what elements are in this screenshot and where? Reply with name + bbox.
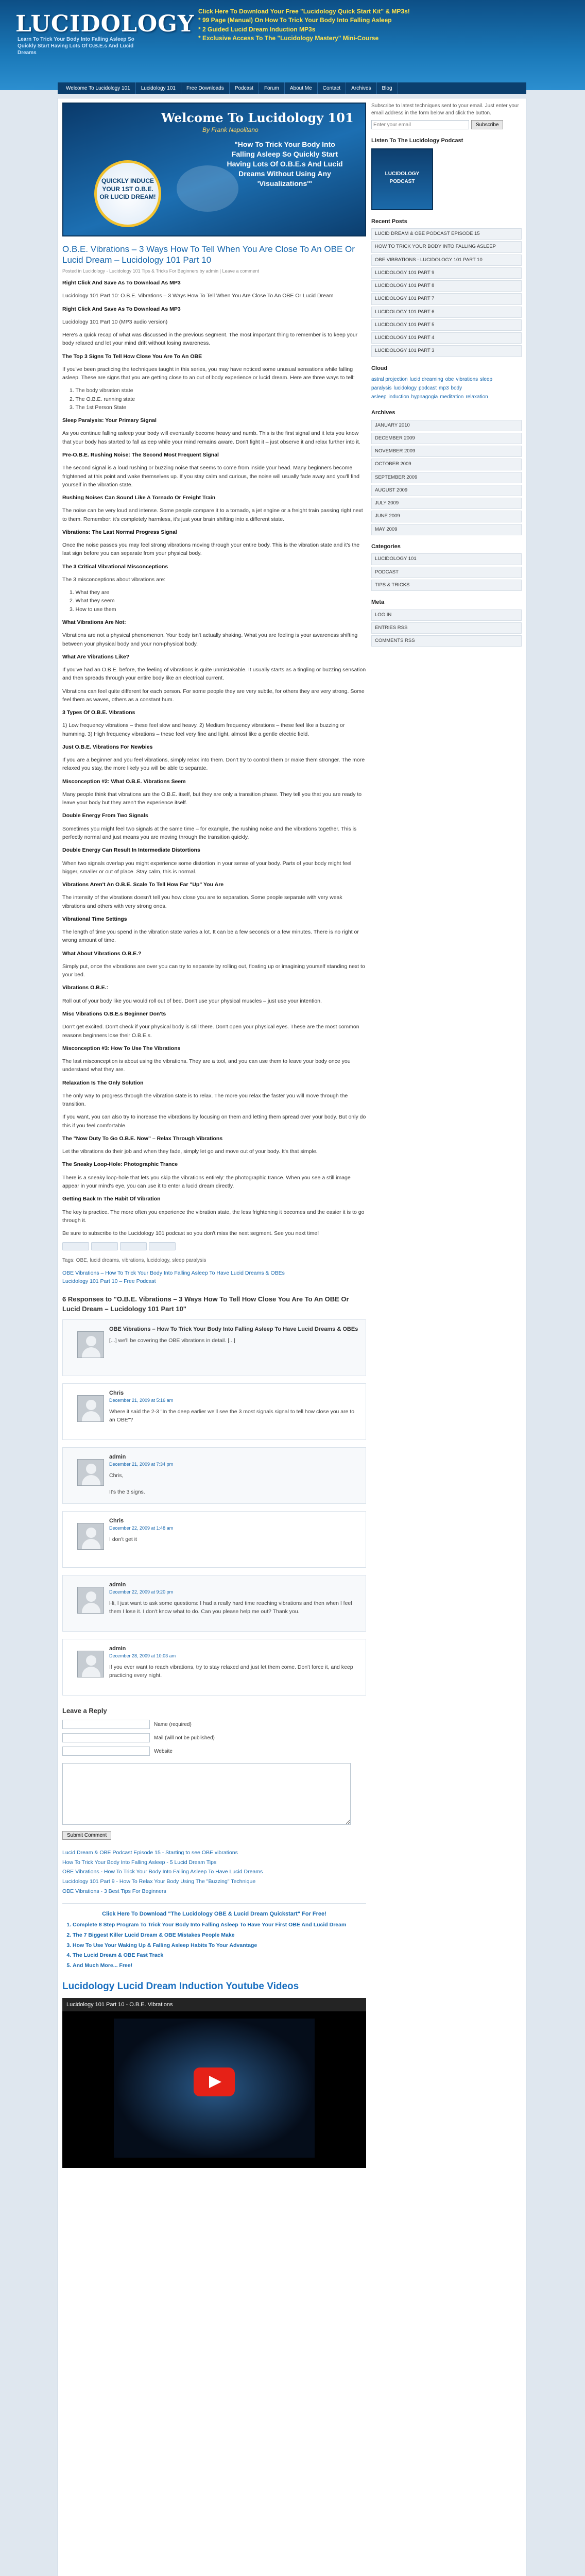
archive-link[interactable]: NOVEMBER 2009 (371, 446, 522, 457)
comment-author[interactable]: OBE Vibrations – How To Trick Your Body Into Falling Asleep To Have Lucid Dreams & OBEs (109, 1326, 358, 1332)
post-paragraph: There is a sneaky loop-hole that lets you skip the vibrations entirely: the photographic trance. When you see a still image appear in your mind's eye, you can use it to enter a lucid dream directly. (62, 1174, 351, 1189)
comment-author[interactable]: admin (109, 1581, 126, 1588)
post-paragraph: 1. What they are 2. What they seem 3. How to use them (70, 589, 116, 613)
post-paragraph: Once the noise passes you may feel strong vibrations moving through your entire body. This is the vibration state and it's the last sign before you can separate from your physical body. (62, 542, 360, 557)
name-field[interactable] (62, 1720, 150, 1729)
nav-item[interactable]: Contact (318, 82, 346, 94)
post-title[interactable]: O.B.E. Vibrations – 3 Ways How To Tell When You Are Close To An OBE Or Lucid Dream – Lucidology 101 Part 10 (62, 244, 355, 265)
comment-author[interactable]: Chris (109, 1517, 124, 1524)
share-button[interactable] (91, 1242, 118, 1250)
banner-byline: By Frank Napolitano (202, 126, 259, 133)
avatar (77, 1587, 104, 1614)
comment (62, 1383, 366, 1440)
comment-author[interactable]: admin (109, 1645, 126, 1652)
comment-text: Hi, I just want to ask some questions: I had a really hard time reaching vibrations and then when I feel them I lose it. I don't know what to do. Can you please help me out? Thank you. (109, 1600, 352, 1615)
post-subheading: Pre-O.B.E. Rushing Noise: The Second Most Frequent Signal (62, 451, 219, 458)
recent-post-link[interactable]: LUCIDOLOGY 101 PART 4 (371, 332, 522, 344)
post-subheading: The "Now Duty To Go O.B.E. Now" – Relax Through Vibrations (62, 1135, 223, 1142)
recent-post-link[interactable]: LUCIDOLOGY 101 PART 5 (371, 319, 522, 331)
podcast-heading: Listen To The Lucidology Podcast (371, 138, 463, 144)
post-subheading: Just O.B.E. Vibrations For Newbies (62, 743, 153, 750)
post-paragraph: Here's a quick recap of what was discussed in the previous segment. The most important thing to remember is to keep your body relaxed and let your mind drift without losing awareness. (62, 332, 358, 347)
post-paragraph: Sometimes you might feel two signals at the same time – for example, the rushing noise and the vibrations together. This is perfectly normal and just means you are moving through the transition quickly. (62, 825, 357, 841)
archive-link[interactable]: DECEMBER 2009 (371, 433, 522, 444)
cta-list-item: 1. Complete 8 Step Program To Trick Your Body Into Falling Asleep To Have Your First OBE And Lucid Dream (73, 1921, 366, 1929)
comment-text: [...] we'll be covering the OBE vibrations in detail. [...] (109, 1337, 235, 1344)
comment (62, 1575, 366, 1632)
archives-list (371, 420, 522, 535)
main-nav (58, 82, 526, 94)
post-subheading: Misconception #3: How To Use The Vibrations (62, 1045, 181, 1052)
avatar (77, 1523, 104, 1550)
tag-link[interactable]: meditation (440, 394, 464, 400)
recent-post-link[interactable]: OBE VIBRATIONS - LUCIDOLOGY 101 PART 10 (371, 255, 522, 266)
cta-list-item: 3. How To Use Your Waking Up & Falling Asleep Habits To Your Advantage (73, 1942, 366, 1950)
tag-link[interactable]: obe (445, 377, 454, 382)
bottom-link[interactable]: How To Trick Your Body Into Falling Asleep - 5 Lucid Dream Tips (62, 1859, 217, 1866)
subscribe-box (371, 103, 522, 129)
recent-post-link[interactable]: LUCIDOLOGY 101 PART 7 (371, 293, 522, 304)
bottom-link[interactable]: OBE Vibrations - How To Trick Your Body Into Falling Asleep To Have Lucid Dreams (62, 1869, 263, 1875)
post-subheading: Relaxation Is The Only Solution (62, 1079, 144, 1086)
comment-date[interactable]: December 22, 2009 at 9:20 pm (109, 1589, 174, 1595)
email-field[interactable] (62, 1733, 150, 1742)
post-paragraph: Lucidology 101 Part 10: O.B.E. Vibrations – 3 Ways How To Tell When You Are Close To An OBE Or Lucid Dream (62, 293, 334, 299)
cta-list (73, 1921, 366, 1970)
promo-line-2[interactable]: * 2 Guided Lucid Dream Induction MP3s (198, 25, 316, 33)
post-paragraph: The length of time you spend in the vibration state varies a lot. It can be a few seconds or a few minutes. There is no right or wrong amount of time. (62, 929, 359, 944)
youtube-player[interactable] (62, 1998, 366, 2168)
archive-link[interactable]: JUNE 2009 (371, 511, 522, 522)
category-link[interactable]: PODCAST (371, 567, 522, 578)
subscribe-button[interactable]: Subscribe (471, 120, 503, 129)
categories-box (371, 543, 522, 591)
post-paragraph: Simply put, once the vibrations are over you can try to separate by rolling out, floating up or imagining yourself standing next to your bed. (62, 963, 365, 978)
recent-posts-box (371, 217, 522, 357)
share-button[interactable] (149, 1242, 176, 1250)
cta-list-item: 2. The 7 Biggest Killer Lucid Dream & OBE Mistakes People Make (73, 1931, 366, 1940)
recent-heading: Recent Posts (371, 218, 407, 225)
related-posts (62, 1269, 366, 1286)
archive-link[interactable]: JULY 2009 (371, 498, 522, 509)
comment (62, 1511, 366, 1568)
post-paragraph: The noise can be very loud and intense. Some people compare it to a tornado, a jet engine or a freight train passing right next to them. Remember: it's completely harmless, it's just your brain shifting into a different state. (62, 507, 363, 522)
share-button[interactable] (120, 1242, 147, 1250)
website-label: Website (154, 1748, 173, 1754)
tag-link[interactable]: sleep paralysis (371, 377, 493, 391)
post-subheading: Misc Vibrations O.B.E.s Beginner Don'ts (62, 1011, 166, 1017)
promo-line-1[interactable]: * 99 Page (Manual) On How To Trick Your Body Into Falling Asleep (198, 16, 392, 24)
recent-post-link[interactable]: LUCID DREAM & OBE PODCAST EPISODE 15 (371, 228, 522, 240)
comment (62, 1447, 366, 1504)
meta-link[interactable]: COMMENTS RSS (371, 635, 522, 647)
post-subheading: Vibrations: The Last Normal Progress Signal (62, 529, 177, 535)
post-paragraph: Don't get excited. Don't check if your physical body is still there. Don't open your physical eyes. These are the most common reasons beginners lose their O.B.E.s. (62, 1024, 359, 1039)
podcast-image[interactable]: LUCIDOLOGY PODCAST (371, 148, 433, 210)
tag-link[interactable]: relaxation (466, 394, 488, 400)
video-section-title: Lucidology Lucid Dream Induction Youtube Videos (62, 1980, 299, 1992)
banner-badge: QUICKLY INDUCE YOUR 1ST O.B.E. OR LUCID DREAM! (94, 160, 161, 227)
post-paragraph: If you've been practicing the techniques taught in this series, you may have noticed some unusual sensations while falling asleep. These are signs that you are getting close to an out of body experience or lucid dream. Here are three ways to tell: (62, 366, 355, 381)
tag-link[interactable]: hypnagogia (411, 394, 438, 400)
recent-post-link[interactable]: LUCIDOLOGY 101 PART 3 (371, 345, 522, 357)
post-paragraph: The last misconception is about using the vibrations. They are a tool, and you can use them to leave your body once you understand what they are. (62, 1058, 351, 1073)
cloud-box (371, 364, 522, 402)
post-subheading: The Top 3 Signs To Tell How Close You Are To An OBE (62, 353, 202, 360)
social-share-bar (62, 1242, 366, 1251)
post-subheading: Right Click And Save As To Download As MP3 (62, 280, 181, 286)
categories-list (371, 553, 522, 591)
tag-link[interactable]: induction (388, 394, 409, 400)
play-icon[interactable] (194, 2067, 235, 2096)
post-paragraph: If you want, you can also try to increase the vibrations by focusing on them and letting them spread over your body. But only do this if you feel comfortable. (62, 1114, 366, 1129)
website-field[interactable] (62, 1747, 150, 1756)
nav-item[interactable]: Welcome To Lucidology 101 (61, 82, 136, 94)
promo-line-3[interactable]: * Exclusive Access To The "Lucidology Mastery" Mini-Course (198, 35, 379, 42)
meta-list (371, 609, 522, 647)
nav-item[interactable]: Blog (377, 82, 398, 94)
nav-item[interactable]: Lucidology 101 (136, 82, 181, 94)
bottom-link[interactable]: Lucid Dream & OBE Podcast Episode 15 - Starting to see OBE vibrations (62, 1849, 238, 1856)
comment-date[interactable]: December 22, 2009 at 1:48 am (109, 1526, 174, 1531)
related-link[interactable]: OBE Vibrations – How To Trick Your Body Into Falling Asleep To Have Lucid Dreams & OBEs (62, 1270, 285, 1277)
post-subheading: What Vibrations Are Not: (62, 619, 126, 625)
nav-item[interactable]: Archives (346, 82, 376, 94)
site-tagline: Learn To Trick Your Body Into Falling Asleep So Quickly Start Having Lots Of O.B.E.s And Lucid Dreams (18, 37, 134, 56)
post-subheading: Right Click And Save As To Download As MP3 (62, 306, 181, 312)
archive-link[interactable]: OCTOBER 2009 (371, 459, 522, 470)
header-promo (198, 7, 569, 41)
banner-title: Welcome To Lucidology 101 (161, 110, 354, 125)
content-wrapper (58, 98, 526, 2576)
category-link[interactable]: LUCIDOLOGY 101 (371, 553, 522, 565)
archives-box (371, 409, 522, 535)
archive-link[interactable]: SEPTEMBER 2009 (371, 472, 522, 483)
reply-heading: Leave a Reply (62, 1706, 107, 1715)
post-subheading: Double Energy From Two Signals (62, 812, 148, 819)
post-subheading: Double Energy Can Result In Intermediate Distortions (62, 847, 200, 854)
post-subheading: What Are Vibrations Like? (62, 653, 130, 660)
post-meta: Posted in Lucidology - Lucidology 101 Tips & Tricks For Beginners by admin | Leave a comment (62, 268, 260, 274)
meta-box (371, 598, 522, 647)
post-paragraph: As you continue falling asleep your body will eventually become heavy and numb. This is the first signal and it lets you know that your body has started to fall asleep while your mind remains aware. Don't fight it – just observe it and relax further into it. (62, 430, 360, 445)
comment-textarea[interactable] (62, 1763, 351, 1825)
cta-list-item: 4. The Lucid Dream & OBE Fast Track (73, 1952, 366, 1960)
tag-link[interactable]: podcast (418, 385, 437, 391)
cta-list-item: 5. And Much More... Free! (73, 1962, 366, 1970)
post-paragraph: 1. The body vibration state 2. The O.B.E. running state 3. The 1st Person State (70, 387, 135, 411)
post-subheading: The Sneaky Loop-Hole: Photographic Trance (62, 1161, 178, 1168)
subscribe-intro: Subscribe to latest techniques sent to your email. Just enter your email address in the form below and click the button. (371, 103, 519, 116)
post-paragraph: Be sure to subscribe to the Lucidology 101 podcast so you don't miss the next segment. See you next time! (62, 1230, 319, 1237)
name-field-row (62, 1720, 366, 1729)
website-field-row (62, 1747, 366, 1756)
post-paragraph: Vibrations can feel quite different for each person. For some people they are very subtle, for others they are very strong. Some feel them as waves, others as a constant hum. (62, 688, 365, 703)
tag-link[interactable]: vibrations (456, 377, 478, 382)
comment-author[interactable]: Chris (109, 1389, 124, 1396)
name-label: Name (required) (154, 1721, 192, 1727)
post-subheading: 3 Types Of O.B.E. Vibrations (62, 709, 135, 716)
post-subheading: The 3 Critical Vibrational Misconceptions (62, 563, 168, 570)
site-logo[interactable]: LUCIDOLOGY (15, 11, 195, 37)
bottom-link[interactable]: Lucidology 101 Part 9 - How To Relax Your Body Using The "Buzzing" Technique (62, 1878, 256, 1885)
post-body (62, 279, 366, 1238)
recent-post-link[interactable]: LUCIDOLOGY 101 PART 6 (371, 307, 522, 318)
post-paragraph: The second signal is a loud rushing or buzzing noise that seems to come from inside your head. Many beginners become frightened at this point and wake themselves up. If you stay calm and curious, the noise will usually fade away and you'll find yourself in the vibration state. (62, 465, 359, 488)
post-paragraph: The 3 misconceptions about vibrations are: (62, 576, 166, 583)
post-subheading: Vibrational Time Settings (62, 916, 127, 922)
subscribe-email-input[interactable] (371, 120, 469, 129)
avatar (77, 1459, 104, 1486)
recent-post-link[interactable]: LUCIDOLOGY 101 PART 9 (371, 267, 522, 279)
comments-heading: 6 Responses to "O.B.E. Vibrations – 3 Ways How To Tell How Close You Are To An OBE Or Lucid Dream – Lucidology 101 Part 10" (62, 1295, 349, 1313)
archive-link[interactable]: JANUARY 2010 (371, 420, 522, 431)
comment-text: If you ever want to reach vibrations, try to stay relaxed and just let them come. Don't force it, and keep practicing every night. (109, 1664, 353, 1679)
meta-heading: Meta (371, 599, 385, 605)
nav-item[interactable]: Forum (259, 82, 285, 94)
recent-post-link[interactable]: HOW TO TRICK YOUR BODY INTO FALLING ASLEEP (371, 241, 522, 252)
promo-line-0[interactable]: Click Here To Download Your Free "Lucidology Quick Start Kit" & MP3s! (198, 8, 410, 15)
post-subheading: Getting Back In The Habit Of Vibration (62, 1196, 161, 1202)
post-paragraph: Roll out of your body like you would roll out of bed. Don't use your physical muscles – just use your intention. (62, 997, 322, 1004)
cloud-graphic (177, 165, 238, 212)
nav-item[interactable]: About Me (285, 82, 318, 94)
post-paragraph: Many people think that vibrations are the O.B.E. itself, but they are only a transition phase. They tell you that you are ready to leave your body but they aren't the experience itself. (62, 791, 362, 806)
avatar (77, 1651, 104, 1677)
site-header (0, 0, 585, 90)
categories-heading: Categories (371, 543, 401, 550)
tag-link[interactable]: mp3 (438, 385, 449, 391)
archives-heading: Archives (371, 410, 395, 416)
comment (62, 1639, 366, 1696)
post-paragraph: The intensity of the vibrations doesn't tell you how close you are to separation. Some people separate with very weak vibrations and others with very strong ones. (62, 894, 342, 909)
archive-link[interactable]: AUGUST 2009 (371, 485, 522, 496)
video-caption: Lucidology 101 Part 10 - O.B.E. Vibrations (62, 1998, 366, 2011)
post-subheading: Rushing Noises Can Sound Like A Tornado Or Freight Train (62, 495, 216, 501)
recent-list (371, 228, 522, 357)
subscribe-form (371, 120, 522, 129)
post-paragraph: If you are a beginner and you feel vibrations, simply relax into them. Don't try to control them or make them stronger. The more relaxed you stay, the more likely you will be able to separate. (62, 757, 365, 772)
post-paragraph: Lucidology 101 Part 10 (MP3 audio version) (62, 318, 168, 325)
cloud-heading: Cloud (371, 365, 388, 371)
post-paragraph: 1) Low frequency vibrations – these feel slow and heavy. 2) Medium frequency vibrations – these feel like a buzzing or humming. 3) High frequency vibrations – these feel very fine and light, almost like a gentle electric field. (62, 722, 345, 737)
bottom-link[interactable]: OBE Vibrations - 3 Best Tips For Beginners (62, 1888, 166, 1894)
meta-link[interactable]: LOG IN (371, 609, 522, 621)
submit-comment-button[interactable]: Submit Comment (62, 1831, 111, 1840)
post-tags: Tags: OBE, lucid dreams, vibrations, lucidology, sleep paralysis (62, 1258, 207, 1264)
podcast-box (371, 137, 522, 210)
download-cta[interactable]: Click Here To Download "The Lucidology OBE & Lucid Dream Quickstart" For Free! (62, 1903, 366, 1919)
comment (62, 1319, 366, 1376)
post-subheading: Misconception #2: What O.B.E. Vibrations Seem (62, 778, 186, 785)
comment-date[interactable]: December 21, 2009 at 7:34 pm (109, 1462, 174, 1467)
comment-date[interactable]: December 21, 2009 at 5:16 am (109, 1398, 174, 1403)
post-paragraph: When two signals overlap you might experience some distortion in your sense of your body. Parts of your body might feel bigger, smaller or out of place. Stay calm, this is normal. (62, 860, 352, 875)
comment-author[interactable]: admin (109, 1453, 126, 1460)
tag-link[interactable]: astral projection (371, 377, 408, 382)
post-paragraph: The key is practice. The more often you experience the vibration state, the less frightening it becomes and the easier it is to go through it. (62, 1209, 365, 1224)
mail-label: Mail (will not be published) (154, 1735, 215, 1741)
nav-item[interactable]: Free Downloads (181, 82, 230, 94)
comment-text: Where it said the 2-3 "In the deep earlier we'll see the 3 most signals signal to tell how close you are to an OBE"? (109, 1408, 355, 1423)
avatar (77, 1395, 104, 1422)
post-paragraph: The only way to progress through the vibration state is to relax. The more you relax the faster you will move through the transition. (62, 1092, 348, 1108)
banner-headline: "How To Trick Your Body Into Falling Asleep So Quickly Start Having Lots Of O.B.E.s And Lucid Dreams Without Using Any 'Visualizations'" (227, 140, 343, 188)
mail-field-row (62, 1733, 366, 1742)
post-subheading: Vibrations O.B.E.: (62, 985, 109, 991)
meta-link[interactable]: ENTRIES RSS (371, 622, 522, 634)
tag-link[interactable]: body asleep (371, 385, 462, 400)
recent-post-link[interactable]: LUCIDOLOGY 101 PART 8 (371, 280, 522, 292)
main-column (62, 103, 366, 2168)
archive-link[interactable]: MAY 2009 (371, 524, 522, 535)
post-subheading: Vibrations Aren't An O.B.E. Scale To Tell How Far "Up" You Are (62, 882, 224, 888)
avatar (77, 1331, 104, 1358)
post-subheading: What About Vibrations O.B.E.? (62, 950, 142, 957)
post-paragraph: Let the vibrations do their job and when they fade, simply let go and move out of your body. It's that simple. (62, 1148, 318, 1155)
nav-item[interactable]: Podcast (230, 82, 259, 94)
post-paragraph: Vibrations are not a physical phenomenon. Your body isn't actually shaking. What you are feeling is your awareness shifting between your physical body and your non-physical body. (62, 632, 358, 647)
post-paragraph: If you've had an O.B.E. before, the feeling of vibrations is quite unmistakable. It usually starts as a tingling or buzzing sensation and then spreads through your entire body like an electrical current. (62, 667, 366, 682)
welcome-banner[interactable] (62, 103, 366, 236)
comment-text: I don't get it (109, 1536, 137, 1543)
sidebar (371, 103, 522, 654)
tag-cloud (371, 375, 522, 401)
share-button[interactable] (62, 1242, 89, 1250)
comment-list (62, 1319, 366, 1696)
post-subheading: Sleep Paralysis: Your Primary Signal (62, 417, 157, 424)
related-link[interactable]: Lucidology 101 Part 10 – Free Podcast (62, 1278, 156, 1285)
tag-link[interactable]: lucidology (393, 385, 417, 391)
comment-text: Chris, It's the 3 signs. (109, 1472, 145, 1496)
bottom-links (62, 1849, 366, 1896)
category-link[interactable]: TIPS & TRICKS (371, 580, 522, 591)
comment-date[interactable]: December 28, 2009 at 10:03 am (109, 1653, 176, 1659)
tag-link[interactable]: lucid dreaming (409, 377, 443, 382)
